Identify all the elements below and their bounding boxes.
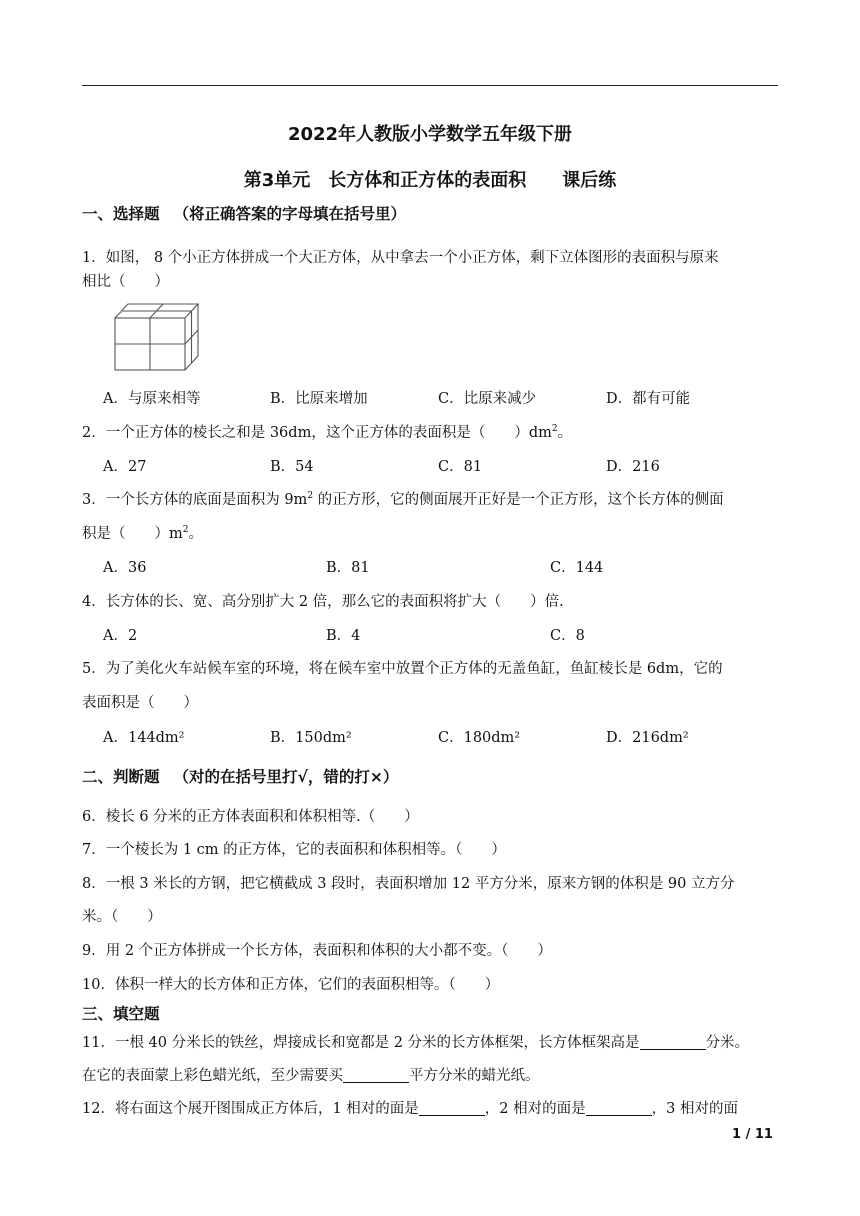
q1-option-d: D．都有可能 [606, 391, 691, 407]
header-rule [82, 85, 778, 86]
q3-option-b: B．81 [326, 560, 370, 576]
q2-option-b: B．54 [270, 459, 314, 475]
question-9: 9．用 2 个正方体拼成一个长方体，表面积和体积的大小都不变。（ ） [82, 943, 552, 959]
q5-option-b: B．150dm² [270, 730, 352, 746]
q3-text: 3．一个长方体的底面是面积为 9m [82, 492, 308, 508]
q3-sup: 2 [307, 491, 314, 502]
q3-option-a: A．36 [103, 560, 147, 576]
q5-option-d: D．216dm² [606, 730, 689, 746]
section-note: （将正确答案的字母填在括号里） [173, 205, 407, 223]
question-12-line1 [82, 1097, 782, 1118]
q5-option-a: A．144dm² [103, 730, 185, 746]
question-5-line2: 表面积是（ ） [82, 695, 198, 711]
question-3-line2 [82, 522, 782, 543]
q12-text-b: ，2 相对的面是 [484, 1101, 586, 1117]
answer-blank[interactable] [640, 1035, 706, 1050]
answer-blank[interactable] [586, 1101, 652, 1116]
q2-sup: 2 [551, 424, 558, 435]
section-label: 一、选择题 [82, 205, 160, 223]
question-8-line1: 8．一根 3 米长的方钢，把它横截成 3 段时，表面积增加 12 平方分米，原来方钢的体积是 90 立方分 [82, 876, 735, 892]
page-number: 1 / 11 [732, 1127, 773, 1142]
q2-option-d: D．216 [606, 459, 660, 475]
question-1-line1: 1．如图， 8 个小正方体拼成一个大正方体，从中拿去一个小正方体，剩下立体图形的表面积与原来 [82, 250, 719, 266]
section-note: （对的在括号里打√，错的打×） [173, 768, 399, 786]
q3-option-c: C．144 [550, 560, 604, 576]
question-1-line2: 相比（ ） [82, 274, 169, 290]
section-choice-heading [82, 202, 406, 224]
q3-line2-sup: 2 [182, 525, 189, 536]
q11-text-c: 在它的表面蒙上彩色蜡光纸，至少需要买 [82, 1068, 343, 1084]
q11-text-a: 11．一根 40 分米长的铁丝，焊接成长和宽都是 2 分米的长方体框架，长方体框架高是 [82, 1035, 640, 1051]
q3-line2-post: 。 [188, 526, 203, 542]
section-label: 二、判断题 [82, 768, 160, 786]
question-10: 10．体积一样大的长方体和正方体，它们的表面积相等。（ ） [82, 977, 500, 993]
question-4: 4．长方体的长、宽、高分别扩大 2 倍，那么它的表面积将扩大（ ）倍. [82, 594, 564, 610]
question-7: 7．一个棱长为 1 cm 的正方体，它的表面积和体积相等。（ ） [82, 842, 506, 858]
q4-option-b: B．4 [326, 628, 361, 644]
question-11-line1 [82, 1031, 782, 1052]
q2-option-a: A．27 [103, 459, 147, 475]
q11-text-b: 分米。 [705, 1035, 750, 1051]
q2-post: 。 [557, 425, 573, 441]
question-2 [82, 421, 782, 442]
cube-figure [100, 300, 200, 376]
q5-option-c: C．180dm² [438, 730, 521, 746]
q4-option-c: C．8 [550, 628, 585, 644]
answer-blank[interactable] [343, 1068, 409, 1083]
document-subtitle: 第3单元 长方体和正方体的表面积 课后练 [243, 170, 617, 191]
q1-option-b: B．比原来增加 [270, 391, 368, 407]
q3-post: 的正方形，它的侧面展开正好是一个正方形，这个长方体的侧面 [313, 492, 724, 508]
q2-option-c: C．81 [438, 459, 483, 475]
q1-option-c: C．比原来减少 [438, 391, 537, 407]
section-fill-heading [82, 1002, 160, 1024]
question-11-line2 [82, 1064, 782, 1085]
section-label: 三、填空题 [82, 1005, 160, 1023]
answer-blank[interactable] [419, 1101, 485, 1116]
question-3-line1 [82, 488, 782, 509]
q11-text-d: 平方分米的蜡光纸。 [409, 1068, 540, 1084]
question-8-line2: 米。（ ） [82, 909, 162, 925]
section-judge-heading [82, 765, 398, 787]
question-6: 6．棱长 6 分米的正方体表面积和体积相等.（ ） [82, 809, 419, 825]
question-5-line1: 5．为了美化火车站候车室的环境，将在候车室中放置个正方体的无盖鱼缸，鱼缸棱长是 6dm，它的 [82, 661, 723, 677]
q1-option-a: A．与原来相等 [103, 391, 201, 407]
q2-text: 2．一个正方体的棱长之和是 36dm，这个正方体的表面积是（ ）dm [82, 425, 552, 441]
q12-text-c: ，3 相对的面 [651, 1101, 738, 1117]
q4-option-a: A．2 [103, 628, 138, 644]
q3-line2-text: 积是（ ）m [82, 526, 183, 542]
q12-text-a: 12．将右面这个展开图围成正方体后，1 相对的面是 [82, 1101, 419, 1117]
document-title: 2022年人教版小学数学五年级下册 [287, 124, 573, 145]
